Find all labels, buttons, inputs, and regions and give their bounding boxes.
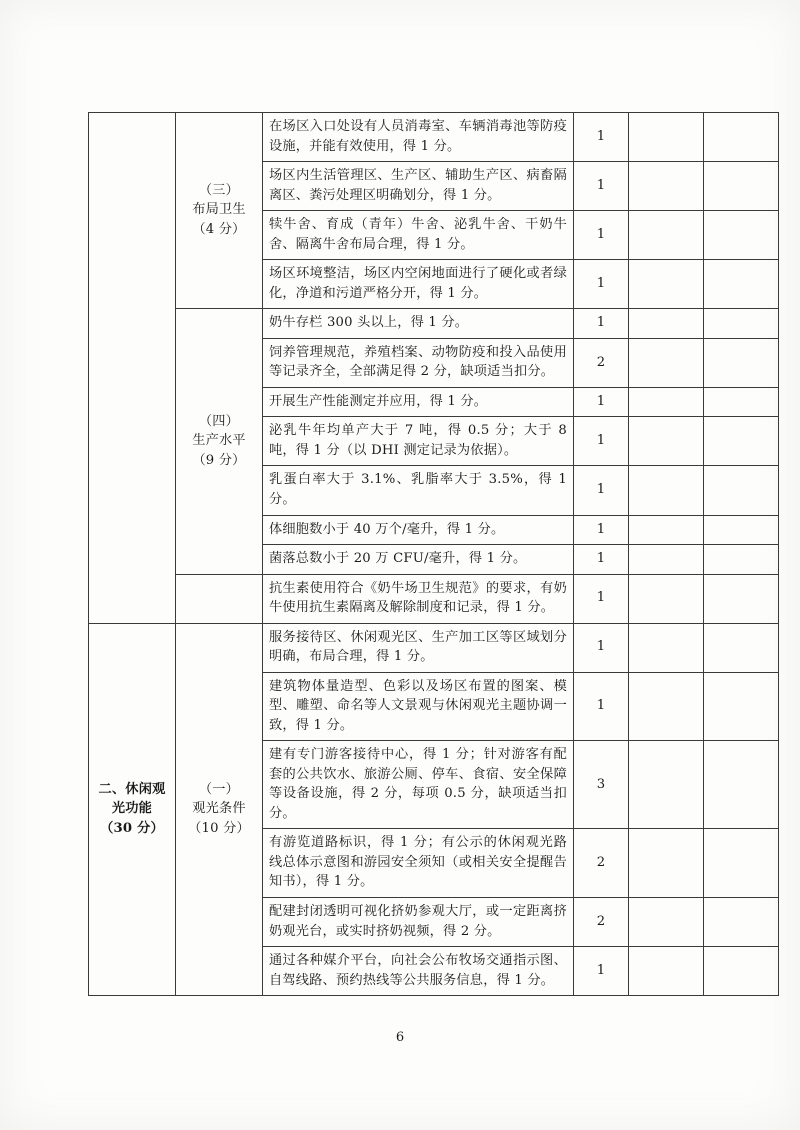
review-score-blank[interactable] [704,623,779,672]
criteria-score: 1 [574,623,629,672]
criteria-description: 建筑物体量造型、色彩以及场区布置的图案、模型、雕塑、命名等人文景观与休闲观光主题协调一致，得 1 分。 [263,672,574,741]
subcategory-line: （9 分） [192,452,246,468]
criteria-description: 乳蛋白率大于 3.1%、乳脂率大于 3.5%，得 1 分。 [263,466,574,515]
category-line: 光功能 [111,801,153,817]
criteria-score: 1 [574,260,629,309]
self-score-blank[interactable] [629,741,704,829]
review-score-blank[interactable] [704,162,779,211]
subcategory-line: （10 分） [188,820,250,836]
self-score-blank[interactable] [629,387,704,417]
criteria-score: 2 [574,338,629,387]
criteria-score: 1 [574,162,629,211]
review-score-blank[interactable] [704,829,779,898]
criteria-description: 泌乳牛年均单产大于 7 吨，得 0.5 分；大于 8 吨，得 1 分（以 DHI 测定记录为依据）。 [263,417,574,466]
criteria-score: 1 [574,387,629,417]
criteria-description: 场区环境整洁，场区内空闲地面进行了硬化或者绿化，净道和污道严格分开，得 1 分。 [263,260,574,309]
review-score-blank[interactable] [704,260,779,309]
criteria-score: 1 [574,672,629,741]
review-score-blank[interactable] [704,672,779,741]
self-score-blank[interactable] [629,574,704,623]
criteria-score: 1 [574,947,629,996]
criteria-score: 1 [574,466,629,515]
table-row [89,113,779,162]
self-score-blank[interactable] [629,545,704,575]
criteria-description: 配建封闭透明可视化挤奶参观大厅，或一定距离挤奶观光台，或实时挤奶视频，得 2 分。 [263,898,574,947]
criteria-description: 开展生产性能测定并应用，得 1 分。 [263,387,574,417]
self-score-blank[interactable] [629,211,704,260]
criteria-score: 2 [574,898,629,947]
table-row [89,309,779,339]
criteria-description: 服务接待区、休闲观光区、生产加工区等区域划分明确，布局合理，得 1 分。 [263,623,574,672]
self-score-blank[interactable] [629,338,704,387]
subcategory-cell [176,113,263,309]
criteria-description: 通过各种媒介平台，向社会公布牧场交通指示图、自驾线路、预约热线等公共服务信息，得 1 分。 [263,947,574,996]
criteria-description: 菌落总数小于 20 万 CFU/毫升，得 1 分。 [263,545,574,575]
score-table-container [88,112,712,996]
subcategory-line: （一） [198,781,240,797]
page-number: 6 [395,1030,405,1045]
criteria-score: 1 [574,545,629,575]
self-score-blank[interactable] [629,466,704,515]
review-score-blank[interactable] [704,113,779,162]
self-score-blank[interactable] [629,898,704,947]
review-score-blank[interactable] [704,338,779,387]
review-score-blank[interactable] [704,898,779,947]
review-score-blank[interactable] [704,574,779,623]
category-line: （30 分） [100,820,164,836]
subcategory-line: 观光条件 [192,801,246,817]
criteria-description: 在场区入口处设有人员消毒室、车辆消毒池等防疫设施，并能有效使用，得 1 分。 [263,113,574,162]
category-line: 二、休闲观 [98,781,166,797]
self-score-blank[interactable] [629,947,704,996]
self-score-blank[interactable] [629,113,704,162]
criteria-score: 1 [574,417,629,466]
criteria-score: 1 [574,309,629,339]
review-score-blank[interactable] [704,515,779,545]
criteria-description: 体细胞数小于 40 万个/毫升，得 1 分。 [263,515,574,545]
review-score-blank[interactable] [704,947,779,996]
subcategory-line: 生产水平 [192,433,246,449]
self-score-blank[interactable] [629,309,704,339]
self-score-blank[interactable] [629,417,704,466]
evaluation-score-table [88,112,779,996]
criteria-description: 场区内生活管理区、生产区、辅助生产区、病畜隔离区、粪污处理区明确划分，得 1 分。 [263,162,574,211]
subcategory-cell [176,623,263,996]
subcategory-line: （4 分） [192,221,246,237]
self-score-blank[interactable] [629,672,704,741]
self-score-blank[interactable] [629,623,704,672]
review-score-blank[interactable] [704,545,779,575]
criteria-description: 有游览道路标识，得 1 分；有公示的休闲观光路线总体示意图和游园安全须知（或相关安全提醒告知书），得 1 分。 [263,829,574,898]
review-score-blank[interactable] [704,741,779,829]
table-body [89,113,779,996]
review-score-blank[interactable] [704,387,779,417]
self-score-blank[interactable] [629,162,704,211]
criteria-score: 1 [574,113,629,162]
criteria-description: 犊牛舍、育成（青年）牛舍、泌乳牛舍、干奶牛舍、隔离牛舍布局合理，得 1 分。 [263,211,574,260]
criteria-score: 3 [574,741,629,829]
self-score-blank[interactable] [629,515,704,545]
criteria-score: 1 [574,574,629,623]
review-score-blank[interactable] [704,466,779,515]
subcategory-line: （三） [198,182,240,198]
review-score-blank[interactable] [704,309,779,339]
subcategory-cell-continuation [176,574,263,623]
category-cell [89,623,176,996]
subcategory-line: 布局卫生 [192,202,246,218]
review-score-blank[interactable] [704,211,779,260]
table-row [89,574,779,623]
criteria-description: 饲养管理规范，养殖档案、动物防疫和投入品使用等记录齐全，全部满足得 2 分，缺项适当扣分。 [263,338,574,387]
subcategory-line: （四） [198,413,240,429]
subcategory-cell [176,309,263,574]
table-row [89,623,779,672]
self-score-blank[interactable] [629,829,704,898]
criteria-description: 建有专门游客接待中心，得 1 分；针对游客有配套的公共饮水、旅游公厕、停车、食宿、安全保障等设备设施，得 2 分，每项 0.5 分，缺项适当扣分。 [263,741,574,829]
criteria-description: 抗生素使用符合《奶牛场卫生规范》的要求，有奶牛使用抗生素隔离及解除制度和记录，得 1 分。 [263,574,574,623]
criteria-score: 1 [574,515,629,545]
review-score-blank[interactable] [704,417,779,466]
criteria-score: 2 [574,829,629,898]
criteria-description: 奶牛存栏 300 头以上，得 1 分。 [263,309,574,339]
category-cell-empty [89,113,176,624]
self-score-blank[interactable] [629,260,704,309]
criteria-score: 1 [574,211,629,260]
